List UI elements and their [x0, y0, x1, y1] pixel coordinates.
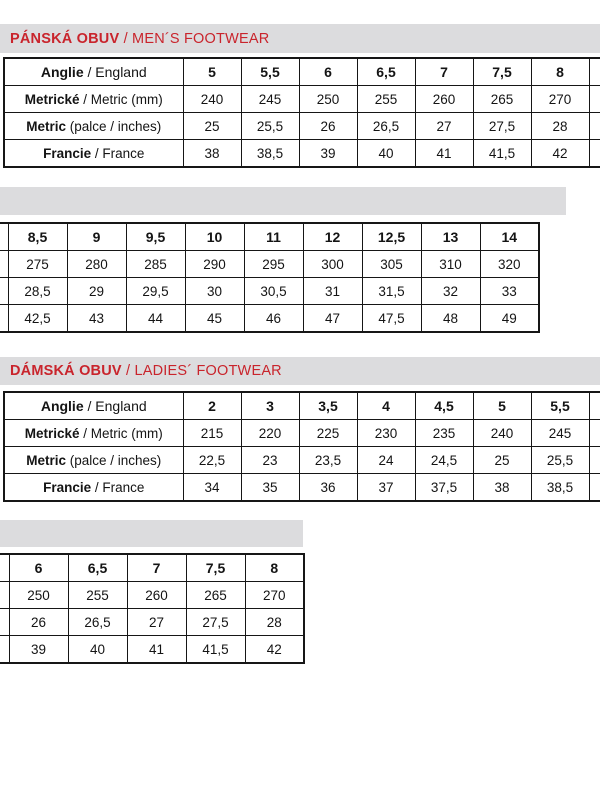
table-row: [4, 420, 600, 447]
size-cell: 24,5: [415, 447, 473, 474]
size-cell: 8,5: [8, 223, 67, 251]
size-cell: 240: [473, 420, 531, 447]
size-cell: 41: [415, 140, 473, 168]
size-cell: 48: [421, 305, 480, 333]
table-row: [4, 447, 600, 474]
size-cell: 215: [183, 420, 241, 447]
size-cell: 45: [185, 305, 244, 333]
table-row: [0, 305, 539, 333]
mens-section-title: [10, 31, 269, 47]
size-cell: 27: [415, 113, 473, 140]
size-cell: 39: [9, 636, 68, 664]
size-cell: 245: [531, 420, 589, 447]
size-cell: 39: [299, 140, 357, 168]
table-row: [0, 609, 304, 636]
size-cell: 12: [303, 223, 362, 251]
size-cell: 38,5: [531, 474, 589, 502]
size-cell: [589, 86, 600, 113]
size-cell: [0, 609, 9, 636]
size-cell: 42: [245, 636, 304, 664]
size-cell: 28: [531, 113, 589, 140]
row-label: Metric (palce / inches): [4, 447, 183, 474]
size-cell: 38: [473, 474, 531, 502]
size-cell: 26,5: [357, 113, 415, 140]
size-cell: 300: [303, 251, 362, 278]
size-cell: 31: [303, 278, 362, 305]
size-cell: 26: [299, 113, 357, 140]
table-row: [4, 392, 600, 420]
ladies-section-header: [0, 357, 600, 385]
table-row: [4, 58, 600, 86]
size-cell: 30: [185, 278, 244, 305]
size-cell: 3,5: [299, 392, 357, 420]
size-cell: 5,5: [531, 392, 589, 420]
size-cell: 4: [357, 392, 415, 420]
table-row: [0, 251, 539, 278]
size-cell: 42: [531, 140, 589, 168]
size-cell: 6: [9, 554, 68, 582]
size-cell: 260: [415, 86, 473, 113]
size-cell: 37: [357, 474, 415, 502]
size-cell: 5: [473, 392, 531, 420]
size-cell: 49: [480, 305, 539, 333]
size-cell: 38: [183, 140, 241, 168]
size-cell: 27,5: [186, 609, 245, 636]
size-cell: 24: [357, 447, 415, 474]
mens-cont-table: [0, 222, 540, 333]
size-cell: 320: [480, 251, 539, 278]
size-cell: 5,5: [241, 58, 299, 86]
size-cell: 47: [303, 305, 362, 333]
size-cell: 36: [299, 474, 357, 502]
size-cell: 41,5: [473, 140, 531, 168]
size-cell: 13: [421, 223, 480, 251]
size-cell: 26: [9, 609, 68, 636]
table-row: [0, 554, 304, 582]
size-cell: [0, 636, 9, 664]
size-cell: [589, 140, 600, 168]
size-cell: 43: [67, 305, 126, 333]
table-row: [0, 278, 539, 305]
row-label: Francie / France: [4, 474, 183, 502]
size-cell: 25,5: [531, 447, 589, 474]
row-label: Metrické / Metric (mm): [4, 420, 183, 447]
table-row: [0, 223, 539, 251]
size-cell: [589, 113, 600, 140]
size-cell: 225: [299, 420, 357, 447]
size-cell: 32: [421, 278, 480, 305]
ladies-main-table: [3, 391, 600, 502]
size-cell: 4,5: [415, 392, 473, 420]
size-cell: 28: [245, 609, 304, 636]
mens-main-table: [3, 57, 600, 168]
size-cell: 31,5: [362, 278, 421, 305]
table-row: [0, 636, 304, 664]
ladies-title-czech: DÁMSKÁ OBUV: [10, 363, 122, 379]
table-row: [0, 582, 304, 609]
size-cell: 6: [299, 58, 357, 86]
size-cell: 28,5: [8, 278, 67, 305]
size-cell: 240: [183, 86, 241, 113]
size-cell: 29: [67, 278, 126, 305]
size-cell: 270: [531, 86, 589, 113]
size-cell: 40: [68, 636, 127, 664]
size-cell: 295: [244, 251, 303, 278]
size-cell: 22,5: [183, 447, 241, 474]
size-cell: 9: [67, 223, 126, 251]
size-cell: 10: [185, 223, 244, 251]
mens-continuation-band: [0, 187, 566, 215]
size-cell: 220: [241, 420, 299, 447]
size-cell: 25,5: [241, 113, 299, 140]
size-cell: 260: [127, 582, 186, 609]
size-cell: [589, 392, 600, 420]
size-cell: 7,5: [186, 554, 245, 582]
size-cell: [0, 305, 8, 333]
row-label: Anglie / England: [4, 392, 183, 420]
mens-section-header: [0, 24, 600, 53]
size-cell: 11: [244, 223, 303, 251]
size-cell: [0, 223, 8, 251]
size-cell: 8: [245, 554, 304, 582]
size-cell: 265: [473, 86, 531, 113]
size-cell: 265: [186, 582, 245, 609]
row-label: Metric (palce / inches): [4, 113, 183, 140]
size-cell: 41: [127, 636, 186, 664]
size-cell: [589, 420, 600, 447]
row-label: Anglie / England: [4, 58, 183, 86]
size-cell: 23: [241, 447, 299, 474]
size-cell: 285: [126, 251, 185, 278]
size-cell: 290: [185, 251, 244, 278]
mens-title-english: / MEN´S FOOTWEAR: [119, 30, 270, 47]
size-cell: 280: [67, 251, 126, 278]
size-cell: 14: [480, 223, 539, 251]
size-cell: 29,5: [126, 278, 185, 305]
size-cell: 250: [299, 86, 357, 113]
size-cell: 230: [357, 420, 415, 447]
table-row: [4, 474, 600, 502]
size-cell: 6,5: [68, 554, 127, 582]
size-cell: 42,5: [8, 305, 67, 333]
size-cell: 33: [480, 278, 539, 305]
size-cell: 41,5: [186, 636, 245, 664]
size-cell: 7,5: [473, 58, 531, 86]
row-label: Francie / France: [4, 140, 183, 168]
size-cell: [589, 447, 600, 474]
size-cell: 270: [245, 582, 304, 609]
size-cell: 305: [362, 251, 421, 278]
size-cell: 245: [241, 86, 299, 113]
table-row: [4, 113, 600, 140]
size-cell: 250: [9, 582, 68, 609]
size-cell: 235: [415, 420, 473, 447]
size-cell: 30,5: [244, 278, 303, 305]
size-cell: 23,5: [299, 447, 357, 474]
size-cell: 27,5: [473, 113, 531, 140]
size-cell: [589, 58, 600, 86]
size-cell: [0, 278, 8, 305]
ladies-continuation-band: [0, 520, 303, 547]
row-label: Metrické / Metric (mm): [4, 86, 183, 113]
size-cell: 34: [183, 474, 241, 502]
size-cell: [0, 251, 8, 278]
size-cell: 12,5: [362, 223, 421, 251]
size-cell: 26,5: [68, 609, 127, 636]
size-cell: 37,5: [415, 474, 473, 502]
size-cell: 27: [127, 609, 186, 636]
size-cell: 310: [421, 251, 480, 278]
table-row: [4, 86, 600, 113]
size-cell: 255: [68, 582, 127, 609]
table-row: [4, 140, 600, 168]
ladies-section-title: [10, 363, 282, 379]
mens-title-czech: PÁNSKÁ OBUV: [10, 30, 120, 47]
size-cell: 46: [244, 305, 303, 333]
ladies-title-english: / LADIES´ FOOTWEAR: [121, 363, 282, 379]
size-cell: 44: [126, 305, 185, 333]
size-cell: 38,5: [241, 140, 299, 168]
size-cell: [0, 554, 9, 582]
size-cell: 9,5: [126, 223, 185, 251]
size-cell: 2: [183, 392, 241, 420]
size-cell: 3: [241, 392, 299, 420]
size-cell: 5: [183, 58, 241, 86]
size-cell: 7: [127, 554, 186, 582]
size-cell: 7: [415, 58, 473, 86]
size-cell: 6,5: [357, 58, 415, 86]
size-cell: 35: [241, 474, 299, 502]
size-cell: 8: [531, 58, 589, 86]
ladies-cont-table: [0, 553, 305, 664]
size-cell: 25: [183, 113, 241, 140]
size-cell: 40: [357, 140, 415, 168]
size-cell: 255: [357, 86, 415, 113]
size-cell: [589, 474, 600, 502]
size-cell: 275: [8, 251, 67, 278]
size-cell: 47,5: [362, 305, 421, 333]
size-cell: [0, 582, 9, 609]
size-cell: 25: [473, 447, 531, 474]
